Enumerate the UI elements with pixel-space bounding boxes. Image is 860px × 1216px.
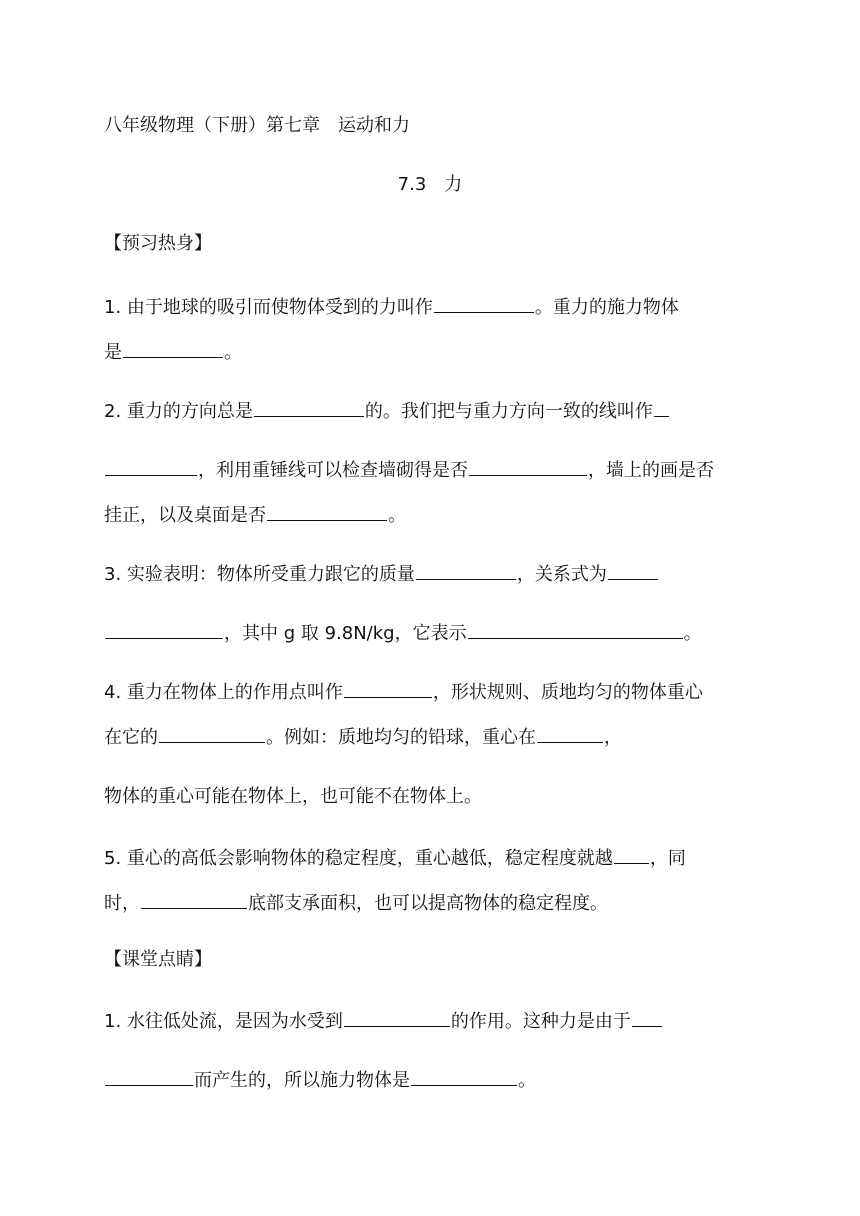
q5-text-a: 5. 重心的高低会影响物体的稳定程度，重心越低，稳定程度就越 <box>104 848 613 869</box>
q1-blank-2[interactable] <box>123 337 223 358</box>
question-1-line-1 <box>104 292 758 321</box>
book-chapter-title: 八年级物理（下册）第七章 运动和力 <box>104 115 410 136</box>
q3-text-b: ，关系式为 <box>516 564 607 585</box>
q4-text-d: 。例如：质地均匀的铅球，重心在 <box>266 727 536 748</box>
section-heading-preview: 【预习热身】 <box>104 233 212 254</box>
q2-text-e: 挂正，以及桌面是否 <box>104 505 266 526</box>
s2q1-blank-2b[interactable] <box>105 1065 193 1086</box>
s2q1-text-a: 1. 水往低处流，是因为水受到 <box>104 1011 343 1032</box>
q2-text-f: 。 <box>388 505 406 526</box>
q3-blank-2a[interactable] <box>608 559 658 580</box>
question-3-line-1 <box>104 559 659 588</box>
question-2-line-2 <box>104 455 758 484</box>
question-5-line-1 <box>104 843 758 872</box>
q3-text-c: ，其中 g 取 9.8N/kg，它表示 <box>224 623 467 644</box>
q2-blank-2b[interactable] <box>105 455 197 476</box>
classroom-question-1-line-2 <box>104 1065 536 1094</box>
q4-blank-1[interactable] <box>344 677 432 698</box>
q2-text-a-real: 2. 重力的方向总是 <box>104 401 253 422</box>
q2-blank-3[interactable] <box>469 455 587 476</box>
q3-blank-3[interactable] <box>468 618 683 639</box>
q2-blank-1[interactable] <box>254 396 364 417</box>
classroom-question-1-line-1 <box>104 1006 663 1035</box>
q2-blank-2a[interactable] <box>654 396 669 417</box>
q3-blank-1[interactable] <box>416 559 516 580</box>
q4-text-f: 物体的重心可能在物体上，也可能不在物体上。 <box>104 786 482 807</box>
question-5-line-2 <box>104 888 608 917</box>
q4-blank-2[interactable] <box>159 722 265 743</box>
q1-text-a: 1. 由于地球的吸引而使物体受到的力叫作 <box>104 297 433 318</box>
question-1-line-2 <box>104 337 242 366</box>
q4-text-a: 4. 重力在物体上的作用点叫作 <box>104 682 343 703</box>
q4-blank-3[interactable] <box>537 722 603 743</box>
q3-text-a: 3. 实验表明：物体所受重力跟它的质量 <box>104 564 415 585</box>
q5-blank-1[interactable] <box>614 843 649 864</box>
q1-text-c: 是 <box>104 342 122 363</box>
q4-text-e: ， <box>604 727 622 748</box>
q2-text-d: ，墙上的画是否 <box>588 460 714 481</box>
q3-blank-2b[interactable] <box>105 618 223 639</box>
q5-text-c: 时， <box>104 893 140 914</box>
q2-blank-4[interactable] <box>267 500 387 521</box>
q2-text-c: ，利用重锤线可以检查墙砌得是否 <box>198 460 468 481</box>
s2q1-text-b: 的作用。这种力是由于 <box>450 1011 631 1032</box>
q2-text-b: 的。我们把与重力方向一致的线叫作 <box>364 401 653 422</box>
s2q1-text-d: 。 <box>518 1070 536 1091</box>
section-heading-classroom: 【课堂点睛】 <box>104 949 212 970</box>
q1-text-b: 。重力的施力物体 <box>534 297 679 318</box>
q5-text-b: ，同 <box>649 848 686 869</box>
q1-text-d: 。 <box>224 342 242 363</box>
s2q1-blank-3[interactable] <box>411 1065 517 1086</box>
q3-text-d: 。 <box>683 623 702 644</box>
q4-text-b: ，形状规则、质地均匀的物体重心 <box>432 682 703 703</box>
question-2-line-1 <box>104 396 670 425</box>
q5-blank-2[interactable] <box>141 888 247 909</box>
q4-text-c: 在它的 <box>104 727 158 748</box>
s2q1-text-c: 而产生的，所以施力物体是 <box>194 1070 410 1091</box>
question-4-line-3 <box>104 784 482 810</box>
question-4-line-1 <box>104 677 758 706</box>
s2q1-blank-1[interactable] <box>344 1006 450 1027</box>
s2q1-blank-2a[interactable] <box>632 1006 662 1027</box>
question-3-line-2 <box>104 618 702 647</box>
question-2-line-3 <box>104 500 406 529</box>
question-4-line-2 <box>104 722 622 751</box>
q1-blank-1[interactable] <box>434 292 534 313</box>
q5-text-d: 底部支承面积，也可以提高物体的稳定程度。 <box>248 893 608 914</box>
lesson-title: 7.3 力 <box>397 174 463 195</box>
